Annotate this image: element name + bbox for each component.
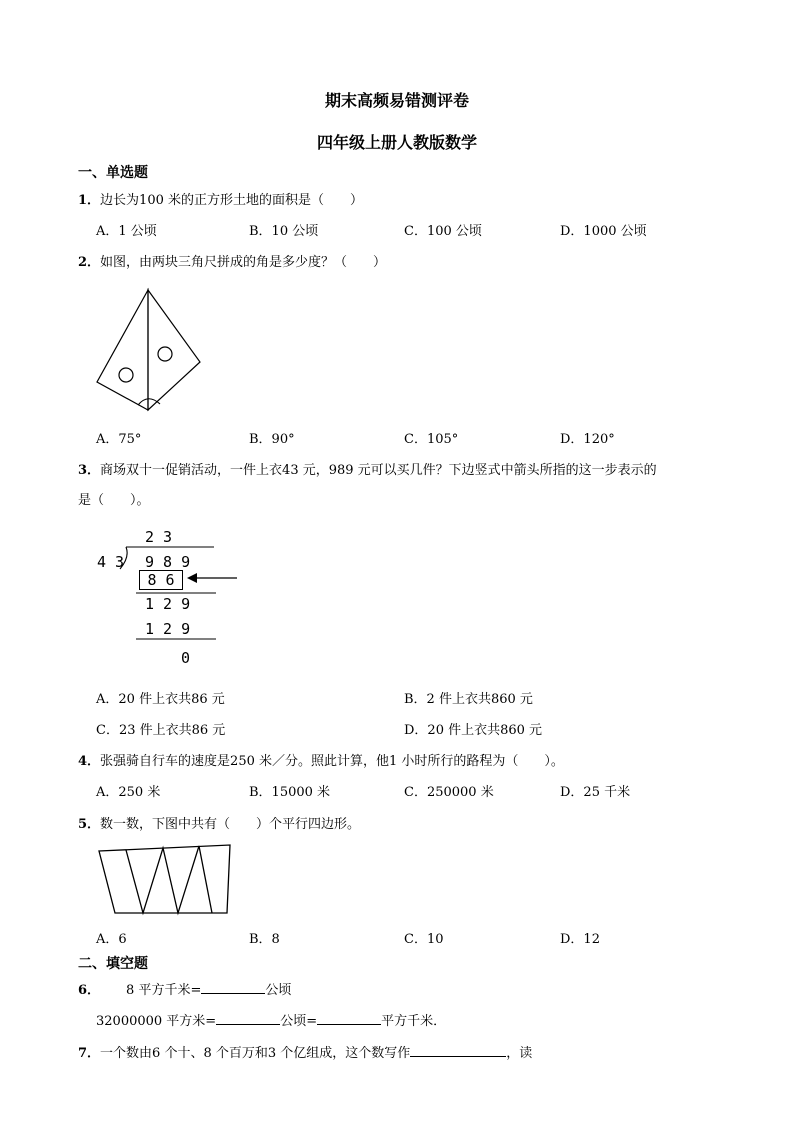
q6-line1-suffix: 公顷 [265, 983, 292, 998]
question-number: 3． [78, 463, 101, 478]
question-number: 4． [78, 754, 101, 769]
q6-blank-3[interactable] [317, 1010, 381, 1025]
q3-option-b: B．2 件上衣共860 元 [404, 692, 533, 707]
q5-option-c: C．10 [404, 932, 444, 947]
page-title: 期末高频易错测评卷 [324, 91, 469, 110]
question-text: 边长为100 米的正方形土地的面积是（ ） [100, 193, 363, 208]
q3-option-a: A．20 件上衣共86 元 [96, 692, 225, 707]
parallelogram-figure [96, 843, 236, 918]
q1-option-a: A．1 公顷 [96, 224, 157, 239]
q5-option-a: A．6 [96, 932, 127, 947]
q1-option-b: B．10 公顷 [249, 224, 319, 239]
q6-line2-suffix: 平方千米． [381, 1014, 447, 1029]
division-remainder1: 1 2 9 [145, 595, 191, 613]
question-number: 7． [78, 1046, 101, 1061]
question-text: 一个数由6 个十、8 个百万和3 个亿组成，这个数写作 [100, 1046, 411, 1061]
q5-option-d: D．12 [560, 932, 600, 947]
q4-option-d: D．25 千米 [560, 785, 631, 800]
question-1 [78, 189, 363, 208]
q6-blank-1[interactable] [201, 979, 265, 994]
q1-option-d: D．1000 公顷 [560, 224, 647, 239]
q3-option-c: C．23 件上衣共86 元 [96, 723, 226, 738]
section-heading-fill-blank: 二、填空题 [78, 956, 148, 972]
q6-blank-2[interactable] [216, 1010, 280, 1025]
q6-line2-prefix: 32000000 平方米= [96, 1014, 217, 1029]
division-divisor: 4 3 [97, 553, 125, 571]
section-heading-single-choice: 一、单选题 [78, 165, 148, 181]
q7-blank[interactable] [410, 1042, 506, 1057]
question-text: 张强骑自行车的速度是250 米／分。照此计算，他1 小时所行的路程为（ ）。 [100, 754, 564, 769]
q2-option-a: A．75° [96, 432, 142, 447]
question-number: 1． [78, 193, 101, 208]
division-step2: 1 2 9 [145, 620, 191, 638]
right-ruler-hole [158, 347, 172, 361]
question-text-line1: 商场双十一促销活动，一件上衣43 元，989 元可以买几件？下边竖式中箭头所指的这一步表示的 [100, 463, 657, 478]
angle-arc [138, 399, 160, 405]
q2-option-d: D．120° [560, 432, 615, 447]
question-number: 2． [78, 255, 101, 270]
question-4 [78, 750, 564, 769]
division-dividend: 9 8 9 [145, 553, 191, 571]
division-line-2 [136, 638, 218, 641]
question-text: 数一数，下图中共有（ ）个平行四边形。 [100, 817, 361, 832]
right-triangle-ruler [148, 290, 200, 410]
q3-option-d: D．20 件上衣共860 元 [404, 723, 543, 738]
arrow-icon [185, 571, 240, 585]
q2-option-c: C．105° [404, 432, 459, 447]
page-subtitle: 四年级上册人教版数学 [316, 133, 477, 152]
division-quotient: 2 3 [145, 528, 173, 546]
q6-line2-mid: 公顷= [280, 1014, 318, 1029]
left-triangle-ruler [97, 290, 148, 410]
q1-option-c: C．100 公顷 [404, 224, 482, 239]
division-step1-box: 8 6 [139, 570, 183, 590]
question-2 [78, 251, 386, 270]
q4-option-a: A．250 米 [96, 785, 161, 800]
q6-line1-prefix: 8 平方千米= [126, 983, 202, 998]
question-3 [78, 459, 657, 478]
question-3-line2: 是（ ）。 [78, 493, 150, 508]
zigzag-lines [126, 846, 212, 913]
q2-option-b: B．90° [249, 432, 295, 447]
question-text: 如图，由两块三角尺拼成的角是多少度？（ ） [100, 255, 387, 270]
question-6-line2 [96, 1010, 446, 1029]
question-number: 6． [78, 983, 101, 998]
question-5 [78, 813, 360, 832]
q4-option-c: C．250000 米 [404, 785, 494, 800]
left-ruler-hole [119, 368, 133, 382]
question-number: 5． [78, 817, 101, 832]
triangle-rulers-figure [94, 288, 204, 413]
q4-option-b: B．15000 米 [249, 785, 331, 800]
q7-suffix: ，读 [506, 1046, 533, 1061]
question-7 [78, 1042, 532, 1061]
division-final: 0 [181, 649, 191, 667]
question-6 [78, 979, 291, 998]
q5-option-b: B．8 [249, 932, 280, 947]
